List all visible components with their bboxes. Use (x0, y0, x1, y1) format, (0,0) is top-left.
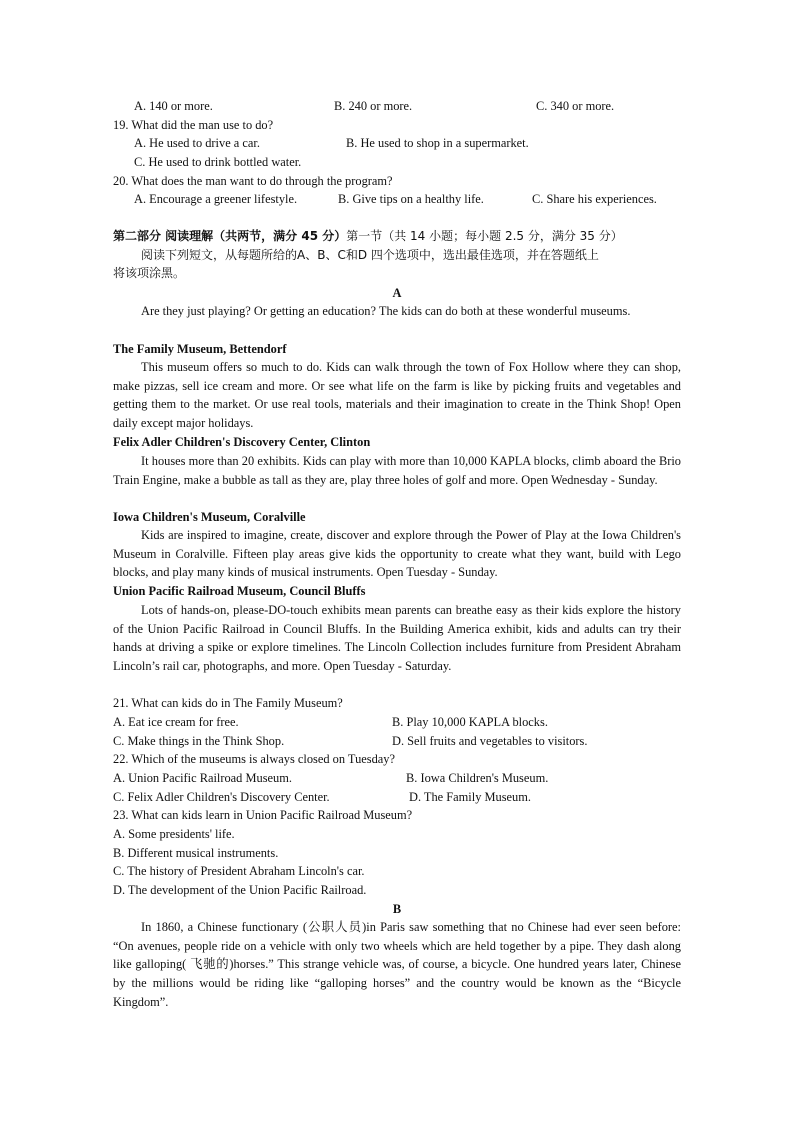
q23-stem: 23. What can kids learn in Union Pacific Railroad Museum? (113, 808, 413, 822)
q21-option-a: A. Eat ice cream for free. (113, 715, 239, 729)
museum-1-text: This museum offers so much to do. Kids can walk through the town of Fox Hollow where they can shop, make pizzas, sell ice cream and more. Or see what life on the farm is like by picking fruits and vegetables and getting them to the market. Or use real tools, materials and their imagination to create in the Think Shop! Open daily except major holidays. (113, 360, 681, 431)
q19-option-a: A. He used to drive a car. (134, 136, 260, 150)
q21-option-b: B. Play 10,000 KAPLA blocks. (392, 715, 548, 729)
passage-a-intro: Are they just playing? Or getting an education? The kids can do both at these wonderful museums. (141, 304, 631, 318)
passage-b-text: In 1860, a Chinese functionary (公职人员)in Paris saw something that no Chinese had ever seen before: “On avenues, people ride on a vehicle with only two wheels which are held together by a pipe. They dash along like galloping( 飞驰的)horses.” This strange vehicle was, of course, a bicycle. One hundred years later, Chinese by the millions would be riding like “galloping horses” and the country would be known as the “Bicycle Kingdom”. (113, 920, 681, 1009)
q21-stem: 21. What can kids do in The Family Museum? (113, 696, 343, 710)
q19-option-c: C. He used to drink bottled water. (134, 155, 302, 169)
q23-option-a: A. Some presidents' life. (113, 827, 235, 841)
museum-3-name: Iowa Children's Museum, Coralville (113, 510, 306, 524)
q18-option-b: B. 240 or more. (334, 99, 413, 113)
museum-1-name: The Family Museum, Bettendorf (113, 342, 287, 356)
instructions-line-2: 将该项涂黑。 (113, 266, 186, 280)
museum-4-name: Union Pacific Railroad Museum, Council Bluffs (113, 584, 366, 598)
museum-3-text: Kids are inspired to imagine, create, discover and explore through the Power of Play at the Iowa Children's Museum in Coralville. Fifteen play areas give kids the opportunity to create what they want, build with Lego blocks, and play many kinds of musical instruments. Open Tuesday - Sunday. (113, 528, 681, 580)
section-header (113, 228, 623, 244)
q22-option-b: B. Iowa Children's Museum. (406, 771, 549, 785)
q23-option-d: D. The development of the Union Pacific Railroad. (113, 883, 367, 897)
museum-4-text: Lots of hands-on, please-DO-touch exhibits mean parents can breathe easy as their kids explore the history of the Union Pacific Railroad in Council Bluffs. In the Building America exhibit, kids and adults can try their hands at driving a spike or explore timelines. The Lincoln Collection includes furniture from President Abraham Lincoln’s rail car, photographs, and more. Open Tuesday - Saturday. (113, 603, 681, 674)
q23-option-c: C. The history of President Abraham Lincoln's car. (113, 864, 365, 878)
q21-option-c: C. Make things in the Think Shop. (113, 734, 285, 748)
museum-2-name: Felix Adler Children's Discovery Center, Clinton (113, 435, 371, 449)
q22-stem: 22. Which of the museums is always closed on Tuesday? (113, 752, 395, 766)
section-title: 第二部分 阅读理解（共两节，满分 45 分） (113, 229, 347, 243)
q22-option-c: C. Felix Adler Children's Discovery Center. (113, 790, 330, 804)
q22-option-d: D. The Family Museum. (409, 790, 531, 804)
q22-option-a: A. Union Pacific Railroad Museum. (113, 771, 292, 785)
q20-option-a: A. Encourage a greener lifestyle. (134, 192, 298, 206)
q20-option-c: C. Share his experiences. (532, 192, 657, 206)
q20-option-b: B. Give tips on a healthy life. (338, 192, 484, 206)
q18-option-a: A. 140 or more. (134, 99, 213, 113)
section-note: 第一节（共 14 小题；每小题 2.5 分，满分 35 分） (346, 229, 623, 243)
passage-b-letter: B (392, 902, 402, 916)
museum-2-text: It houses more than 20 exhibits. Kids can play with more than 10,000 KAPLA blocks, climb aboard the Brio Train Engine, make a bubble as tall as they are, play three holes of golf and more. Open Wednesday - Sunday. (113, 454, 681, 487)
q20-stem: 20. What does the man want to do through the program? (113, 174, 393, 188)
passage-a-letter: A (392, 286, 402, 300)
q23-option-b: B. Different musical instruments. (113, 846, 279, 860)
instructions-line-1: 阅读下列短文，从每题所给的A、B、C和D 四个选项中，选出最佳选项，并在答题纸上 (141, 248, 599, 262)
q19-option-b: B. He used to shop in a supermarket. (346, 136, 529, 150)
q18-option-c: C. 340 or more. (536, 99, 615, 113)
q21-option-d: D. Sell fruits and vegetables to visitors. (392, 734, 588, 748)
q19-stem: 19. What did the man use to do? (113, 118, 274, 132)
